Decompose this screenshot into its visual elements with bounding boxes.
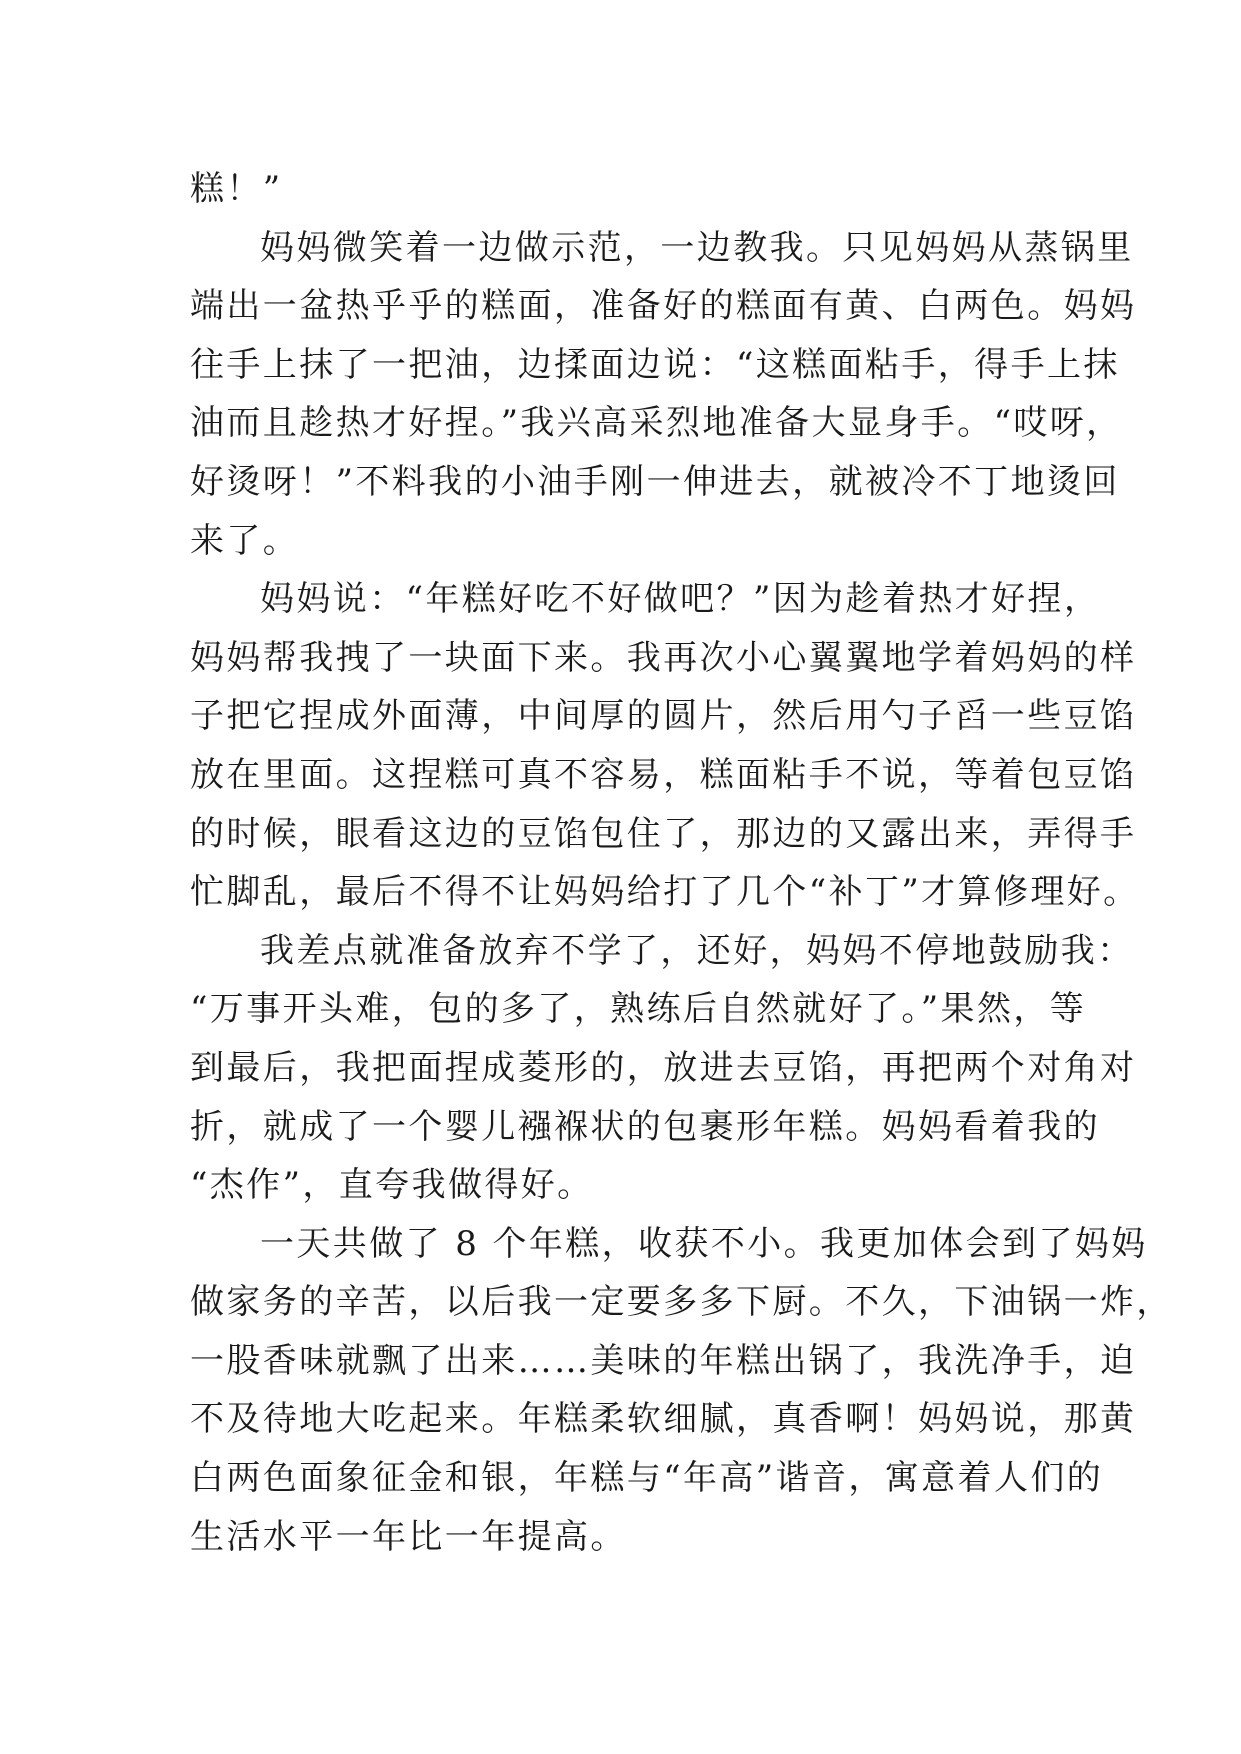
text-line: 我差点就准备放弃不学了，还好，妈妈不停地鼓励我： — [260, 930, 1134, 971]
text-line: 一天共做了 8 个年糕，收获不小。我更加体会到了妈妈 — [260, 1223, 1148, 1264]
text-line: “杰作”，直夸我做得好。 — [190, 1165, 594, 1206]
text-line: 妈妈说：“年糕好吃不好做吧？”因为趁着热才好捏， — [260, 579, 1101, 620]
text-line: 生活水平一年比一年提高。 — [190, 1516, 627, 1557]
text-line: 往手上抹了一把油，边揉面边说：“这糕面粘手，得手上抹 — [190, 344, 1120, 385]
text-line: 放在里面。这捏糕可真不容易，糕面粘手不说，等着包豆馅 — [190, 754, 1137, 795]
text-line: 妈妈微笑着一边做示范，一边教我。只见妈妈从蒸锅里 — [260, 227, 1134, 268]
text-line: 折，就成了一个婴儿襁褓状的包裹形年糕。妈妈看着我的 — [190, 1106, 1100, 1147]
text-line: 到最后，我把面捏成菱形的，放进去豆馅，再把两个对角对 — [190, 1047, 1137, 1088]
text-line: 子把它捏成外面薄，中间厚的圆片，然后用勺子舀一些豆馅 — [190, 696, 1137, 737]
text-line: 忙脚乱，最后不得不让妈妈给打了几个“补丁”才算修理好。 — [190, 872, 1140, 913]
text-line: 来了。 — [190, 520, 300, 561]
body-text — [190, 160, 1173, 1566]
text-line: 好烫呀！”不料我的小油手刚一伸进去，就被冷不丁地烫回 — [190, 461, 1120, 502]
text-line: 不及待地大吃起来。年糕柔软细腻，真香啊！妈妈说，那黄 — [190, 1399, 1137, 1440]
text-line: 糕！” — [190, 169, 283, 209]
text-line: 油而且趁热才好捏。”我兴高采烈地准备大显身手。“哎呀， — [190, 403, 1123, 444]
text-line: “万事开头难，包的多了，熟练后自然就好了。”果然，等 — [190, 989, 1087, 1030]
text-line: 妈妈帮我拽了一块面下来。我再次小心翼翼地学着妈妈的样 — [190, 637, 1137, 678]
text-line: 一股香味就飘了出来……美味的年糕出锅了，我洗净手，迫 — [190, 1340, 1137, 1381]
text-line: 做家务的辛苦，以后我一定要多多下厨。不久，下油锅一炸， — [190, 1282, 1173, 1323]
text-line: 端出一盆热乎乎的糕面，准备好的糕面有黄、白两色。妈妈 — [190, 286, 1137, 327]
text-line: 的时候，眼看这边的豆馅包住了，那边的又露出来，弄得手 — [190, 813, 1137, 854]
text-line: 白两色面象征金和银，年糕与“年高”谐音，寓意着人们的 — [190, 1458, 1104, 1499]
